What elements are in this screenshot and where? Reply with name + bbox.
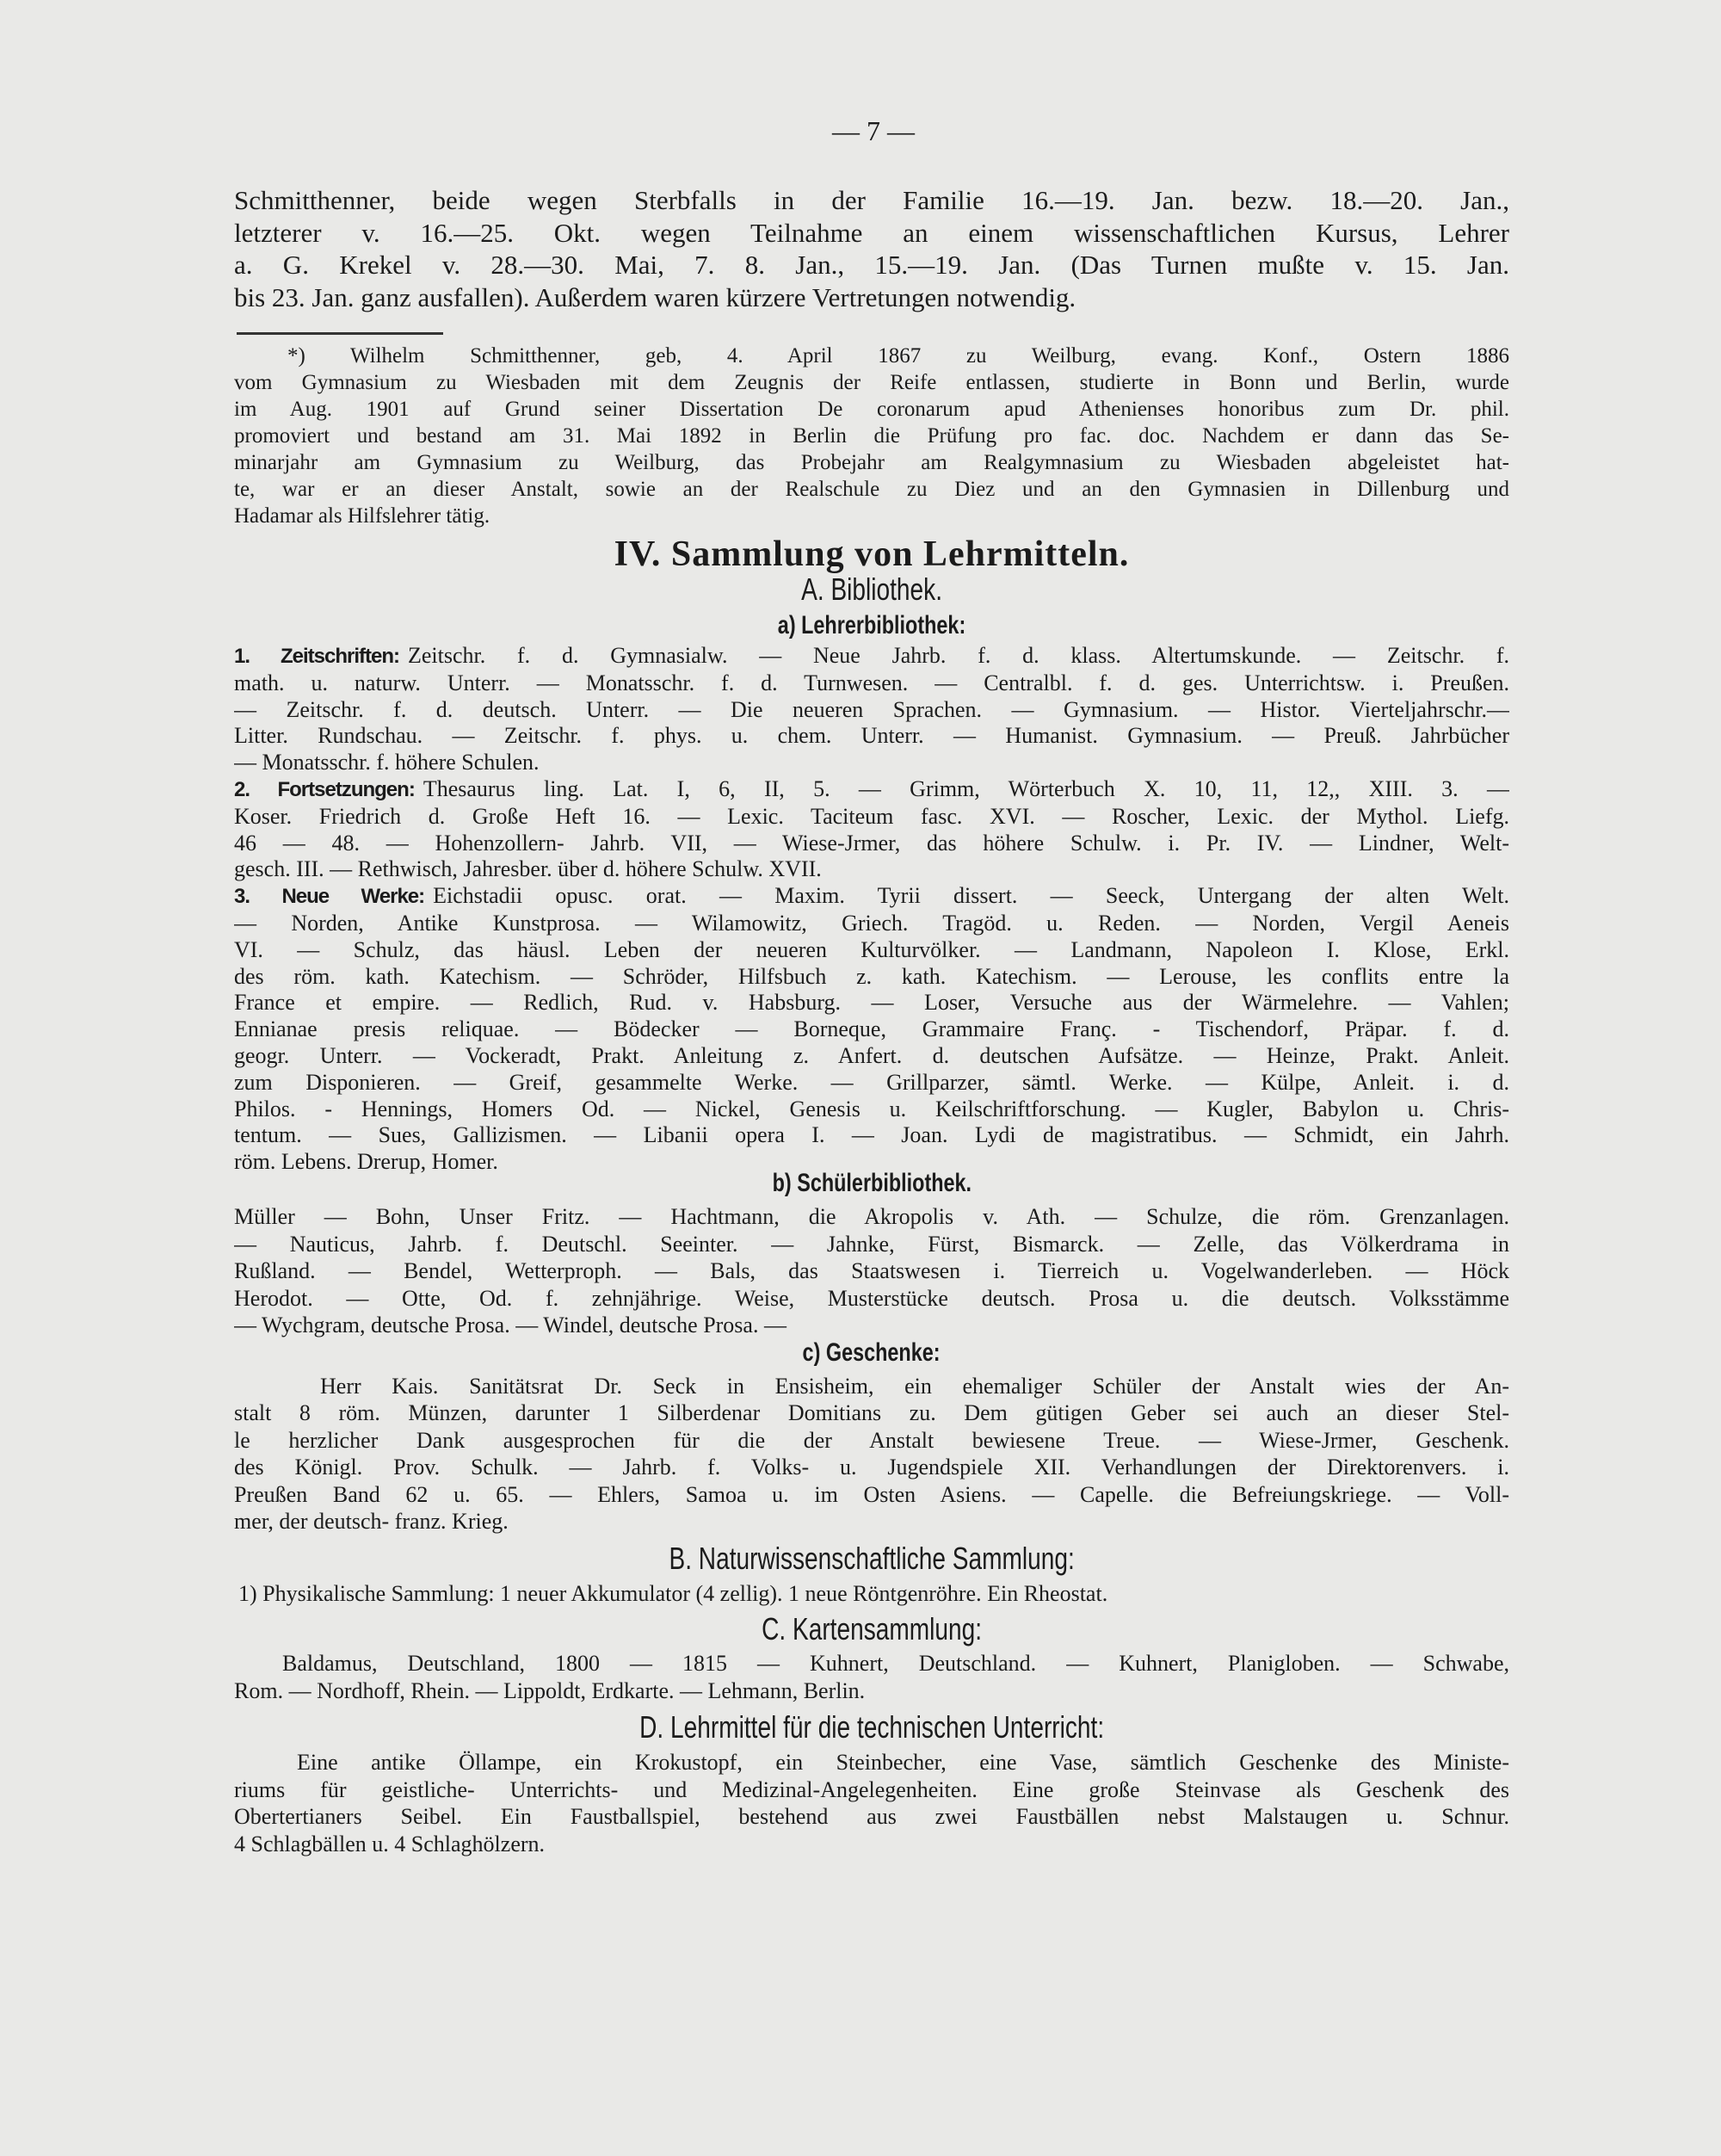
text-line: *) Wilhelm Schmitthenner, geb, 4. April 1867 zu Weilburg, evang. Konf., Ostern 1886 xyxy=(287,344,1509,368)
text-line: Rußland. — Bendel, Wetterproph. — Bals, das Staatswesen i. Tierreich u. Vogelwanderleben. — Höck xyxy=(234,1258,1509,1284)
heading-text: B. Naturwissenschaftliche Sammlung: xyxy=(669,1541,1075,1576)
text-line: Hadamar als Hilfslehrer tätig. xyxy=(234,504,490,528)
list-item-first-line xyxy=(234,883,1509,911)
text-line: Litter. Rundschau. — Zeitschr. f. phys. u. chem. Unterr. — Humanist. Gymnasium. — Preuß. Jahrbücher xyxy=(234,723,1509,749)
text-line: 1) Physikalische Sammlung: 1 neuer Akkumulator (4 zellig). 1 neue Röntgenröhre. Ein Rheostat. xyxy=(238,1581,1108,1606)
text-line: Rom. — Nordhoff, Rhein. — Lippoldt, Erdkarte. — Lehmann, Berlin. xyxy=(234,1678,866,1703)
text-line: vom Gymnasium zu Wiesbaden mit dem Zeugnis der Reife entlassen, studierte in Bonn und Berlin, wurde xyxy=(234,371,1509,394)
heading-technische-lehrmittel xyxy=(234,1709,1509,1745)
heading-bibliothek xyxy=(234,571,1509,608)
text-line: Thesaurus ling. Lat. I, 6, II, 5. — Grimm, Wörterbuch X. 10, 11, 12,, XIII. 3. — xyxy=(423,775,1509,801)
text-line: le herzlicher Dank ausgesprochen für die der Anstalt bewiesene Treue. — Wiese-Jrmer, Geschenk. xyxy=(234,1427,1509,1453)
text-line: stalt 8 röm. Münzen, darunter 1 Silberdenar Domitians zu. Dem gütigen Geber sei auch an dieser Stel- xyxy=(234,1400,1509,1426)
text-line: röm. Lebens. Drerup, Homer. xyxy=(234,1149,498,1175)
text-line: im Aug. 1901 auf Grund seiner Dissertation De coronarum apud Athenienses honoribus zum Dr. phil. xyxy=(234,398,1509,421)
list-item-first-line xyxy=(234,776,1509,804)
list-item-label: 3. Neue Werke: xyxy=(234,885,425,909)
footnote-divider xyxy=(237,332,443,335)
naturwissenschaft-text xyxy=(234,1581,1473,1608)
text-line: tentum. — Sues, Gallizismen. — Libanii opera I. — Joan. Lydi de magistratibus. — Schmidt, ein Jahrh. xyxy=(234,1122,1509,1148)
list-item-label: 1. Zeitschriften: xyxy=(234,645,399,668)
heading-naturwissenschaftliche-sammlung xyxy=(234,1541,1509,1577)
geschenke-text xyxy=(234,1373,1509,1535)
text-line: math. u. naturw. Unterr. — Monatsschr. f. d. Turnwesen. — Centralbl. f. d. ges. Unterrichtsw. i. Preußen. xyxy=(234,670,1509,695)
text-line: Ennianae presis reliquae. — Bödecker — Borneque, Grammaire Franç. - Tischendorf, Präpar. f. d. xyxy=(234,1016,1509,1042)
text-line: VI. — Schulz, das häusl. Leben der neueren Kulturvölker. — Landmann, Napoleon I. Klose, Erkl. xyxy=(234,936,1509,962)
text-line: France et empire. — Redlich, Rud. v. Habsburg. — Loser, Versuche aus der Wärmelehre. — Vahlen; xyxy=(234,990,1509,1016)
technische-lehrmittel-text xyxy=(234,1749,1509,1857)
text-line: — Nauticus, Jahrb. f. Deutschl. Seeinter. — Jahnke, Fürst, Bismarck. — Zelle, das Völkerdrama in xyxy=(234,1231,1509,1257)
heading-text: b) Schülerbibliothek. xyxy=(772,1169,972,1197)
text-line: Müller — Bohn, Unser Fritz. — Hachtmann, die Akropolis v. Ath. — Schulze, die röm. Grenzanlagen. xyxy=(234,1204,1509,1229)
heading-text: A. Bibliothek. xyxy=(801,571,942,607)
text-line: riums für geistliche- Unterrichts- und Medizinal-Angelegenheiten. Eine große Steinvase als Geschenk des xyxy=(234,1776,1509,1802)
text-line: promoviert und bestand am 31. Mai 1892 in Berlin die Prüfung pro fac. doc. Nachdem er dann das Se- xyxy=(234,424,1509,448)
heading-text: D. Lehrmittel für die technischen Unterricht: xyxy=(638,1709,1104,1745)
heading-schuelerbibliothek xyxy=(234,1169,1509,1198)
heading-lehrerbibliothek xyxy=(234,611,1509,640)
text-line: Obertertianers Seibel. Ein Faustballspiel, bestehend aus zwei Faustbällen nebst Malstaugen u. Schnur. xyxy=(234,1804,1509,1829)
text-line: Herodot. — Otte, Od. f. zehnjährige. Weise, Musterstücke deutsch. Prosa u. die deutsch. Volksstämme xyxy=(234,1285,1509,1311)
section-title: IV. Sammlung von Lehrmitteln. xyxy=(614,534,1130,574)
list-item-first-line xyxy=(234,643,1509,670)
text-line: — Wychgram, deutsche Prosa. — Windel, deutsche Prosa. — xyxy=(234,1313,786,1338)
text-line: Koser. Friedrich d. Große Heft 16. — Lexic. Taciteum fasc. XVI. — Roscher, Lexic. der Mythol. Liefg. xyxy=(234,803,1509,829)
text-line: gesch. III. — Rethwisch, Jahresber. über d. höhere Schulw. XVII. xyxy=(234,856,822,882)
text-line: letzterer v. 16.—25. Okt. wegen Teilnahme an einem wissenschaftlichen Kursus, Lehrer xyxy=(234,217,1509,248)
text-line: Preußen Band 62 u. 65. — Ehlers, Samoa u. im Osten Asiens. — Capelle. die Befreiungskriege. — Voll- xyxy=(234,1481,1509,1507)
text-line: — Monatsschr. f. höhere Schulen. xyxy=(234,750,540,775)
text-line: Philos. - Hennings, Homers Od. — Nickel, Genesis u. Keilschriftforschung. — Kugler, Babylon u. Chris- xyxy=(234,1096,1509,1121)
text-line: des Königl. Prov. Schulk. — Jahrb. f. Volks- u. Jugendspiele XII. Verhandlungen der Direktorenvers. i. xyxy=(234,1455,1509,1480)
intro-paragraph xyxy=(234,184,1509,313)
text-line: Eine antike Öllampe, ein Krokustopf, ein Steinbecher, eine Vase, sämtlich Geschenke des Ministe- xyxy=(297,1750,1509,1775)
text-line: 4 Schlagbällen u. 4 Schlaghölzern. xyxy=(234,1831,546,1856)
text-line: — Norden, Antike Kunstprosa. — Wilamowitz, Griech. Tragöd. u. Reden. — Norden, Vergil Aeneis xyxy=(234,910,1509,936)
text-line: geogr. Unterr. — Vockeradt, Prakt. Anleitung z. Anfert. d. deutschen Aufsätze. — Heinze, Prakt. Anleit. xyxy=(234,1042,1509,1068)
text-line: Eichstadii opusc. orat. — Maxim. Tyrii dissert. — Seeck, Untergang der alten Welt. xyxy=(433,883,1509,909)
lehrerbibliothek-list xyxy=(234,643,1509,1176)
text-line: zum Disponieren. — Greif, gesammelte Werke. — Grillparzer, sämtl. Werke. — Külpe, Anleit. i. d. xyxy=(234,1069,1509,1095)
text-line: — Zeitschr. f. d. deutsch. Unterr. — Die neueren Sprachen. — Gymnasium. — Histor. Vierteljahrschr.— xyxy=(234,696,1509,722)
schuelerbibliothek-text xyxy=(234,1203,1509,1339)
list-item-label: 2. Fortsetzungen: xyxy=(234,777,415,801)
kartensammlung-text xyxy=(234,1650,1509,1705)
text-line: bis 23. Jan. ganz ausfallen). Außerdem waren kürzere Vertretungen notwendig. xyxy=(234,281,1076,312)
text-line: te, war er an dieser Anstalt, sowie an der Realschule zu Diez und an den Gymnasien in Dillenburg und xyxy=(234,478,1509,501)
heading-kartensammlung xyxy=(234,1611,1509,1647)
text-line: des röm. kath. Katechism. — Schröder, Hilfsbuch z. kath. Katechism. — Lerouse, les conflits entre la xyxy=(234,963,1509,989)
heading-text: C. Kartensammlung: xyxy=(762,1611,982,1646)
text-line: 46 — 48. — Hohenzollern- Jahrb. VII, — Wiese-Jrmer, das höhere Schulw. i. Pr. IV. — Lindner, Welt- xyxy=(234,830,1509,856)
heading-text: c) Geschenke: xyxy=(803,1338,941,1367)
text-line: mer, der deutsch- franz. Krieg. xyxy=(234,1509,509,1535)
heading-text: a) Lehrerbibliothek: xyxy=(777,611,966,639)
text-line: Herr Kais. Sanitätsrat Dr. Seck in Ensisheim, ein ehemaliger Schüler der Anstalt wies der An- xyxy=(320,1374,1509,1399)
text-line: a. G. Krekel v. 28.—30. Mai, 7. 8. Jan., 15.—19. Jan. (Das Turnen mußte v. 15. Jan. xyxy=(234,250,1509,280)
footnote xyxy=(234,343,1509,529)
heading-geschenke xyxy=(234,1338,1509,1368)
text-line: minarjahr am Gymnasium zu Weilburg, das Probejahr am Realgymnasium zu Wiesbaden abgeleistet hat- xyxy=(234,451,1509,474)
page-number: — 7 — xyxy=(832,115,915,146)
text-line: Schmitthenner, beide wegen Sterbfalls in der Familie 16.—19. Jan. bezw. 18.—20. Jan., xyxy=(234,185,1509,215)
text-line: Baldamus, Deutschland, 1800 — 1815 — Kuhnert, Deutschland. — Kuhnert, Planigloben. — Schwabe, xyxy=(282,1651,1509,1676)
text-line: Zeitschr. f. d. Gymnasialw. — Neue Jahrb. f. d. klass. Altertumskunde. — Zeitschr. f. xyxy=(407,643,1509,668)
